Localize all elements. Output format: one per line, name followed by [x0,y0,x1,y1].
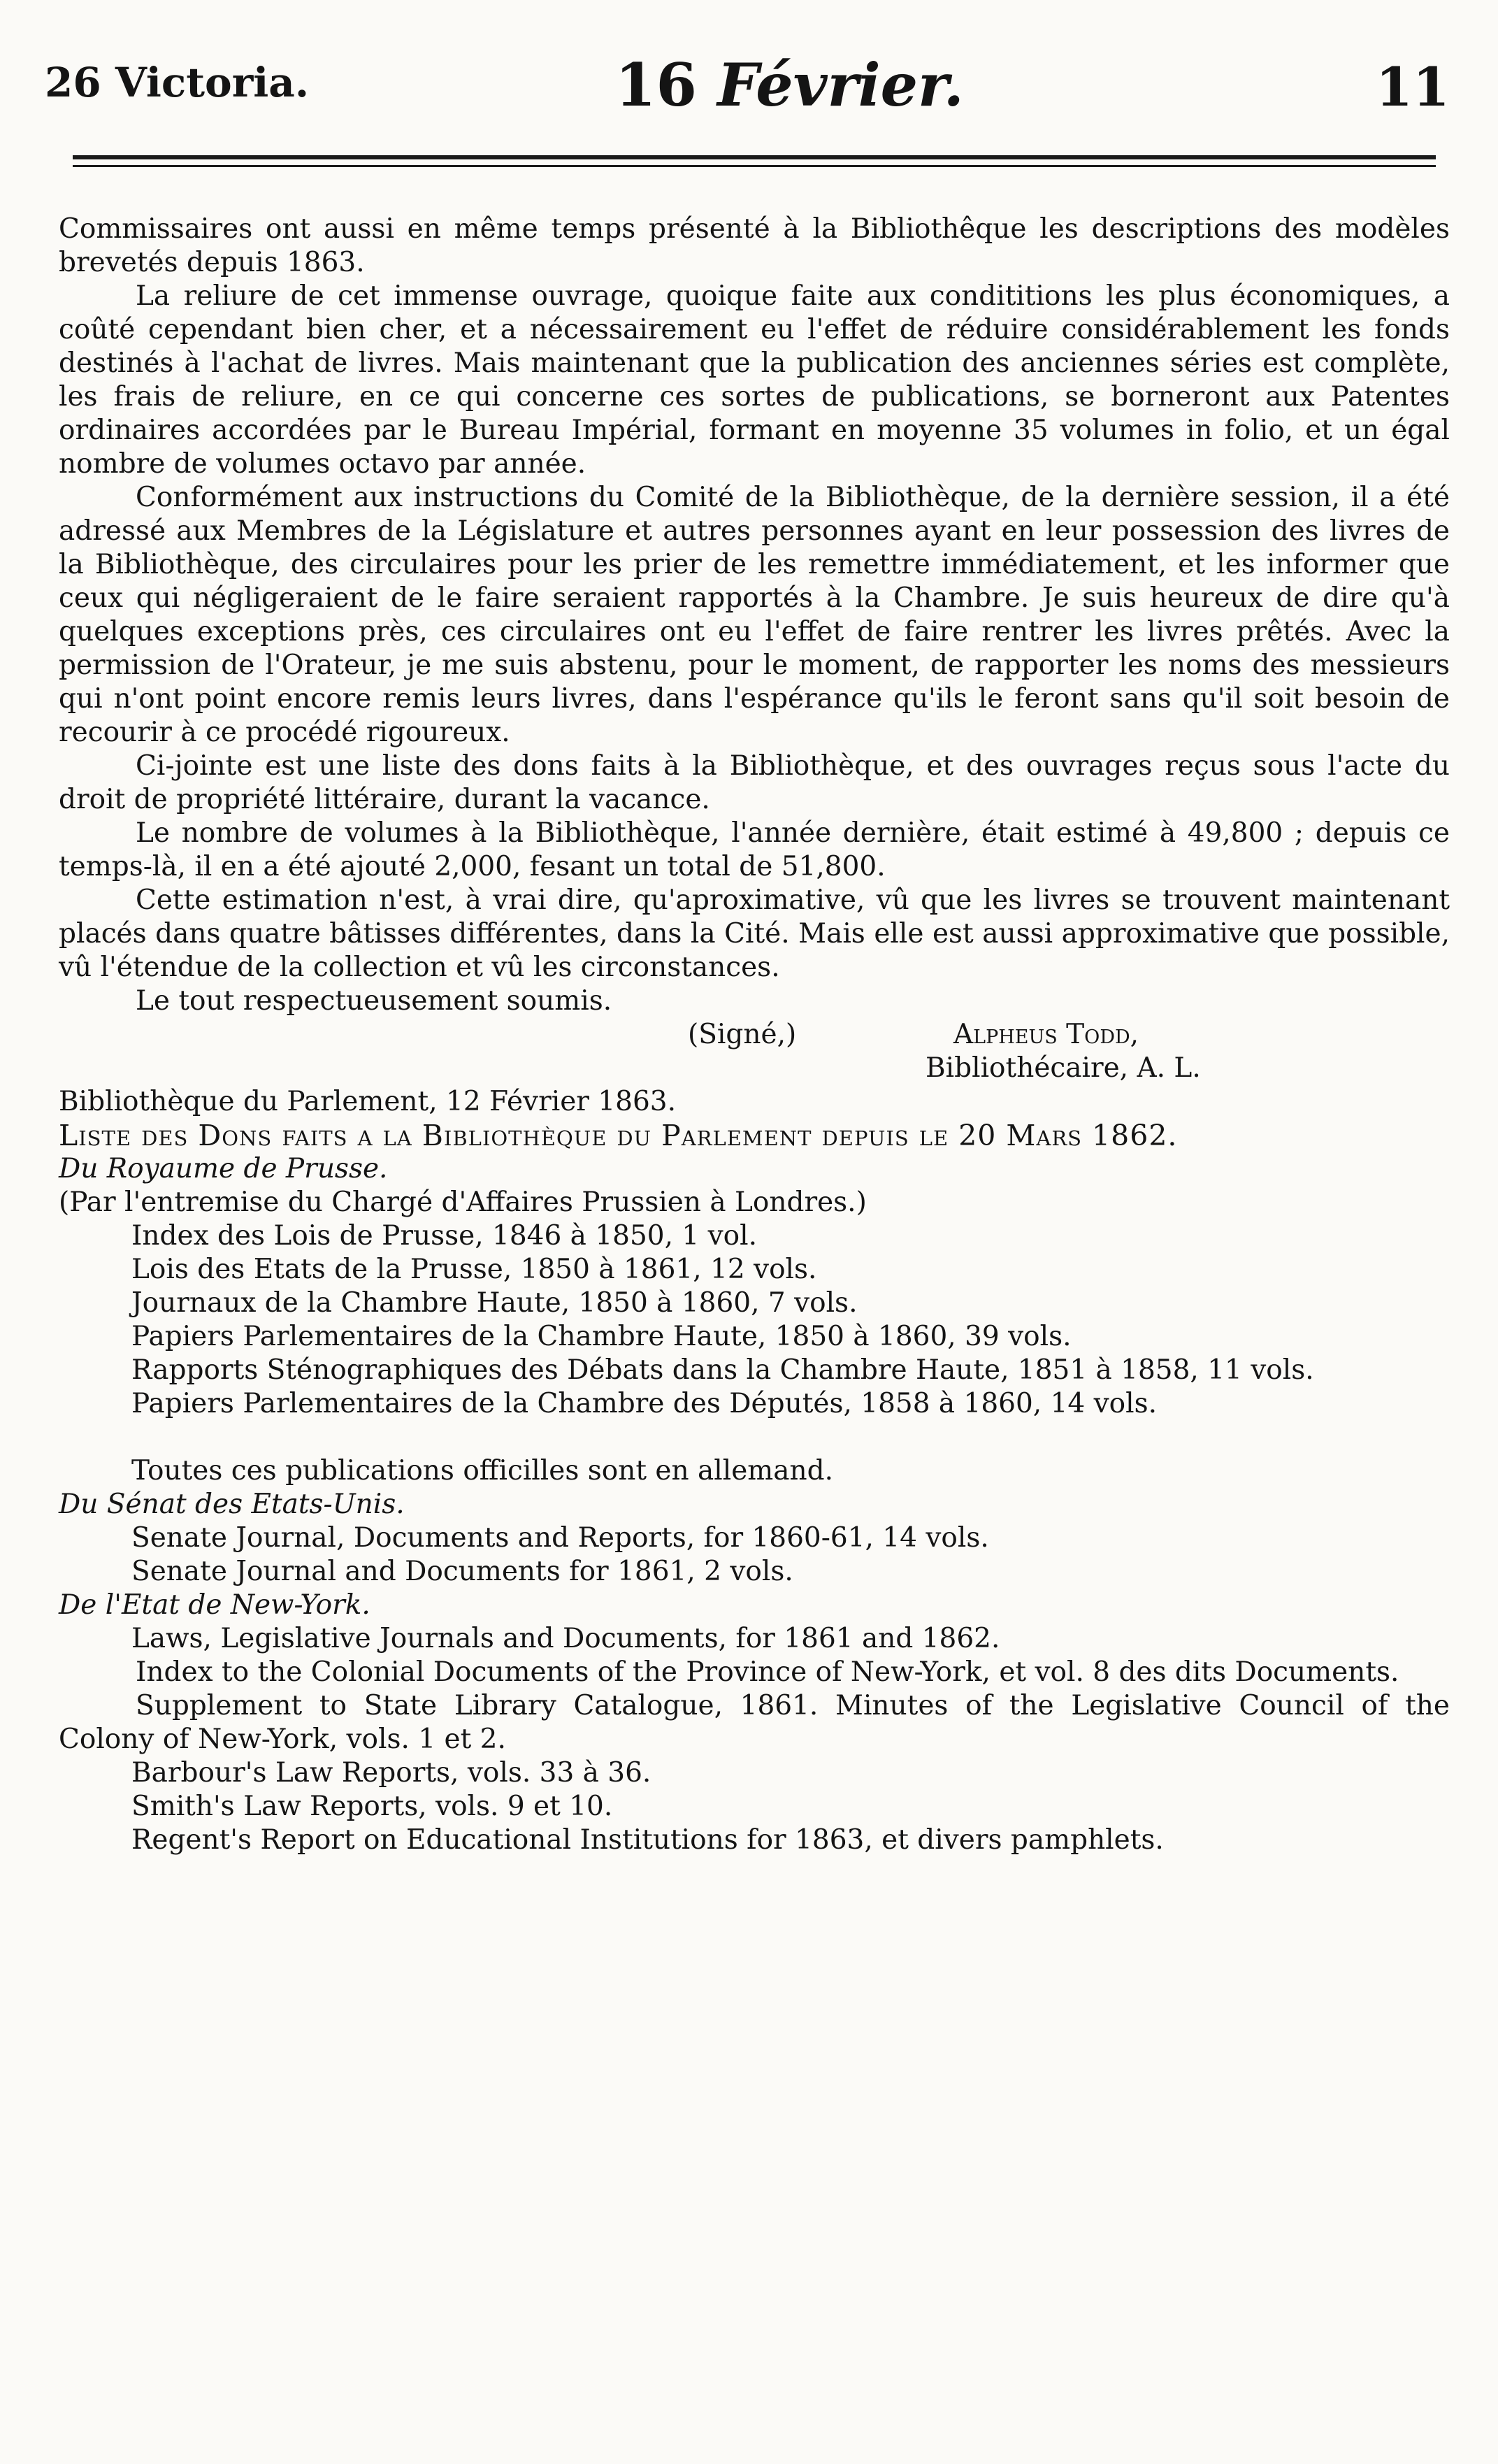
header-month: Février. [717,50,964,120]
signer-title: Bibliothécaire, A. L. [926,1052,1201,1084]
section-heading-prussia: Du Royaume de Prusse. [59,1153,388,1184]
report-paragraph: Commissaires ont aussi en même temps présenté à la Bibliothêque les descriptions des modèles brevetés depuis 1863. [59,213,1450,278]
list-item: Smith's Law Reports, vols. 9 et 10. [131,1791,613,1822]
signer-name: Alpheus Todd, [953,1019,1139,1050]
document-body [59,213,1450,1857]
header-rule-thick [73,155,1436,159]
page-number: 11 [1376,56,1450,118]
list-item: Barbour's Law Reports, vols. 33 à 36. [131,1757,651,1789]
header-session: 26 Victoria. [45,59,310,106]
new-york-list [59,1622,1450,1857]
list-item: (Par l'entremise du Chargé d'Affaires Prussien à Londres.) [59,1187,867,1218]
header-day: 16 [615,50,697,120]
signed-label: (Signé,) [688,1019,797,1050]
list-title: Liste des Dons faits a la Bibliothèque du Parlement depuis le 20 Mars 1862. [59,1119,1178,1152]
list-item: Rapports Sténographiques des Débats dans la Chambre Haute, 1851 à 1858, 11 vols. [131,1354,1314,1386]
list-item: Senate Journal, Documents and Reports, for 1860-61, 14 vols. [131,1522,989,1554]
list-item: Papiers Parlementaires de la Chambre des Députés, 1858 à 1860, 14 vols. [131,1388,1158,1419]
report-paragraph: Ci-jointe est une liste des dons faits à la Bibliothèque, et des ouvrages reçus sous l'acte du droit de propriété littéraire, durant la vacance. [59,750,1450,815]
place-date: Bibliothèque du Parlement, 12 Février 1863. [59,1086,676,1117]
header-rule-thin [73,165,1436,167]
header-date [615,50,964,120]
list-item: Papiers Parlementaires de la Chambre Haute, 1850 à 1860, 39 vols. [131,1321,1072,1352]
closing-line: Le tout respectueusement soumis. [136,985,612,1017]
list-item: Lois des Etats de la Prusse, 1850 à 1861, 12 vols. [131,1254,817,1285]
report-paragraph: Conformément aux instructions du Comité de la Bibliothèque, de la dernière session, il a été adressé aux Membres de la Législature et autres personnes ayant en leur possession des livres de la Bibliothèque, des circulaires pour les prier de les remettre immédiatement, et les informer que ceux qui négligeraient de le faire seraient rapportés à la Chambre. Je suis heureux de dire qu'à quelques exceptions près, ces circulaires ont eu l'effet de faire rentrer les livres prêtés. Avec la permission de l'Orateur, je me suis abstenu, pour le moment, de rapporter les noms des messieurs qui n'ont point encore remis leurs livres, dans l'espérance qu'ils le feront sans qu'il soit besoin de recourir à ce procédé rigoureux. [59,482,1450,748]
signature-block [59,1018,1450,1085]
section-heading-senate: Du Sénat des Etats-Unis. [59,1489,405,1520]
section-heading-new-york: De l'Etat de New-York. [59,1589,370,1621]
section-note: Toutes ces publications officilles sont en allemand. [131,1455,834,1487]
report-paragraph: Cette estimation n'est, à vrai dire, qu'aproximative, vû que les livres se trouvent maintenant placés dans quatre bâtisses différentes, dans la Cité. Mais elle est aussi approximative que possible, vû l'étendue de la collection et vû les circonstances. [59,884,1450,983]
prussia-list [59,1186,1450,1488]
list-item: Laws, Legislative Journals and Documents, for 1861 and 1862. [131,1623,1000,1654]
list-item: Index to the Colonial Documents of the Province of New-York, et vol. 8 des dits Documents. [136,1656,1399,1688]
report-paragraph: La reliure de cet immense ouvrage, quoique faite aux condititions les plus économiques, a coûté cependant bien cher, et a nécessairement eu l'effet de réduire considérablement les fonds destinés à l'achat de livres. Mais maintenant que la publication des anciennes séries est complète, les frais de reliure, en ce qui concerne ces sortes de publications, se borneront aux Patentes ordinaires accordées par le Bureau Impérial, formant en moyenne 35 volumes in folio, et un égal nombre de volumes octavo par année. [59,280,1450,480]
list-item: Journaux de la Chambre Haute, 1850 à 1860, 7 vols. [131,1287,858,1319]
list-item: Supplement to State Library Catalogue, 1861. Minutes of the Legislative Council of the Colony of New-York, vols. 1 et 2. [59,1690,1450,1755]
report-paragraph: Le nombre de volumes à la Bibliothèque, l'année dernière, était estimé à 49,800 ; depuis ce temps-là, il en a été ajouté 2,000, fesant un total de 51,800. [59,817,1450,882]
list-item: Regent's Report on Educational Institutions for 1863, et divers pamphlets. [131,1824,1164,1856]
list-item: Senate Journal and Documents for 1861, 2 vols. [131,1556,793,1587]
senate-list [59,1521,1450,1589]
list-item: Index des Lois de Prusse, 1846 à 1850, 1 vol. [131,1220,757,1252]
